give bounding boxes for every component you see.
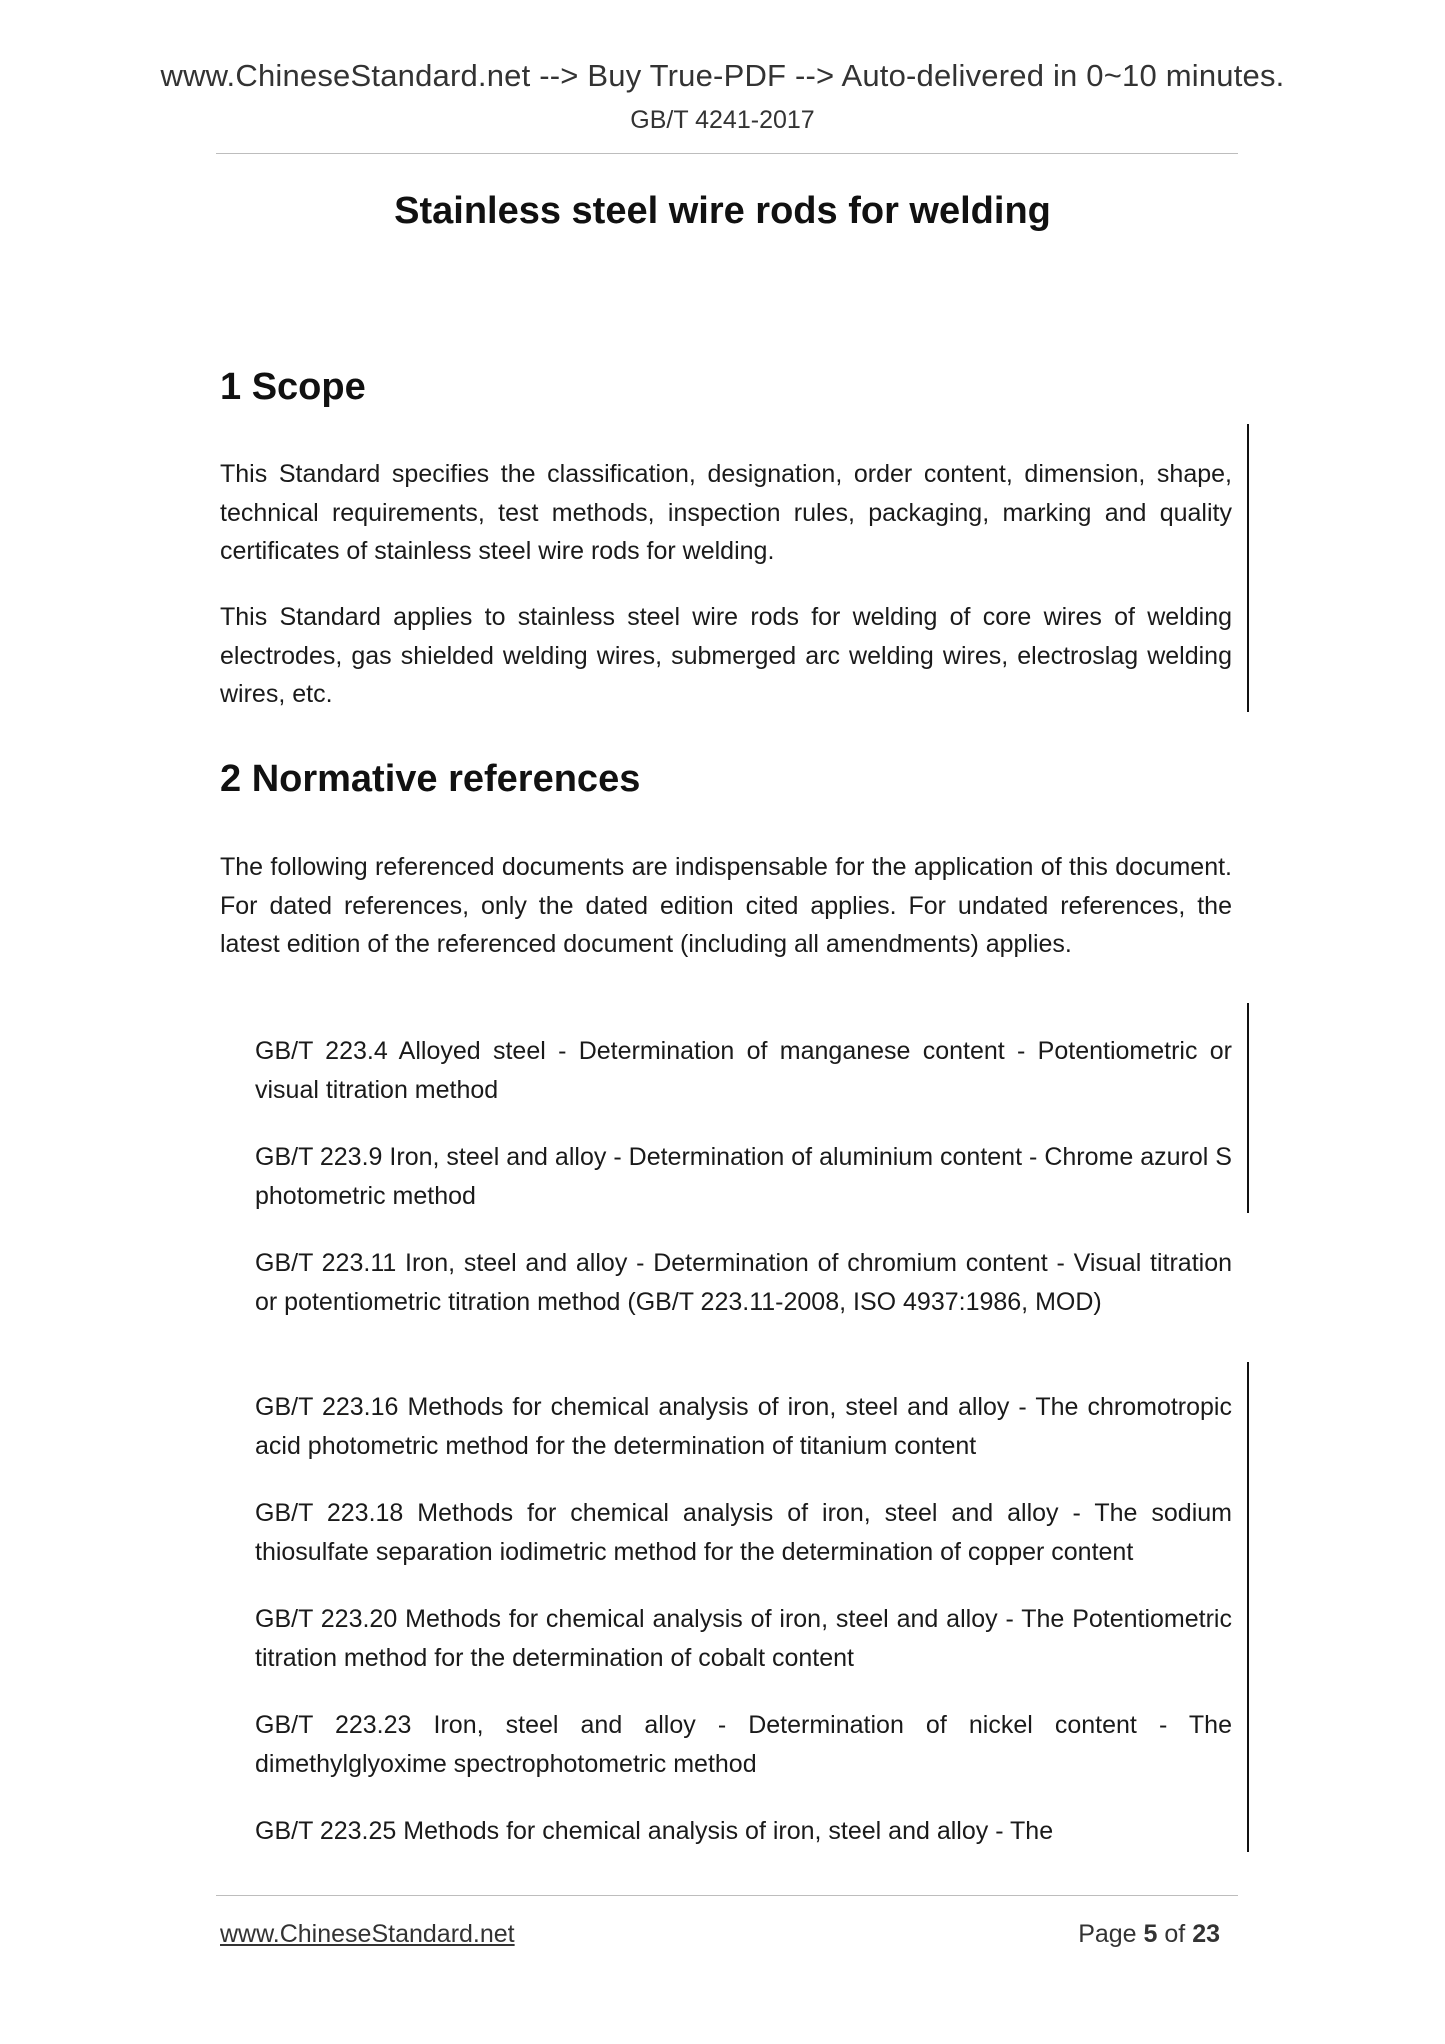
reference-item: GB/T 223.11 Iron, steel and alloy - Determination of chromium content - Visual titration or potentiometric titration method (GB/T 223.11-2008, ISO 4937:1986, MOD) <box>255 1249 1232 1316</box>
reference-item: GB/T 223.9 Iron, steel and alloy - Determination of aluminium content - Chrome azurol S photometric method <box>255 1143 1232 1210</box>
section-heading-scope: 1 Scope <box>220 366 366 408</box>
reference-item: GB/T 223.20 Methods for chemical analysis of iron, steel and alloy - The Potentiometric titration method for the determination of cobalt content <box>255 1605 1232 1672</box>
header-divider <box>216 153 1238 154</box>
footer-website-link[interactable]: www.ChineseStandard.net <box>220 1920 515 1948</box>
page-total: 23 <box>1192 1920 1220 1948</box>
page-current: 5 <box>1143 1920 1158 1948</box>
page-prefix: Page <box>1078 1920 1144 1948</box>
reference-item: GB/T 223.18 Methods for chemical analysis of iron, steel and alloy - The sodium thiosulfate separation iodimetric method for the determination of copper content <box>255 1499 1232 1566</box>
footer-divider <box>216 1895 1238 1896</box>
scope-paragraph-1: This Standard specifies the classification, designation, order content, dimension, shape, technical requirements, test methods, inspection rules, packaging, marking and quality certificates of stainless steel wire rods for welding. <box>220 460 1232 565</box>
reference-item: GB/T 223.25 Methods for chemical analysis of iron, steel and alloy - The <box>255 1817 1054 1845</box>
change-bar <box>1247 1003 1249 1213</box>
page-indicator <box>1078 1920 1220 1949</box>
reference-item: GB/T 223.16 Methods for chemical analysis of iron, steel and alloy - The chromotropic acid photometric method for the determination of titanium content <box>255 1393 1232 1460</box>
normative-intro-paragraph: The following referenced documents are indispensable for the application of this document. For dated references, only the dated edition cited applies. For undated references, the latest edition of the referenced document (including all amendments) applies. <box>220 853 1232 958</box>
reference-item: GB/T 223.23 Iron, steel and alloy - Determination of nickel content - The dimethylglyoxime spectrophotometric method <box>255 1711 1232 1778</box>
scope-paragraph-2: This Standard applies to stainless steel wire rods for welding of core wires of welding electrodes, gas shielded welding wires, submerged arc welding wires, electroslag welding wires, etc. <box>220 603 1232 708</box>
page-of: of <box>1157 1920 1193 1948</box>
change-bar <box>1247 1362 1249 1852</box>
change-bar <box>1247 424 1249 712</box>
header-banner: www.ChineseStandard.net --> Buy True-PDF --> Auto-delivered in 0~10 minutes. <box>160 58 1285 93</box>
section-heading-normative-references: 2 Normative references <box>220 758 641 800</box>
standard-code: GB/T 4241-2017 <box>630 106 815 134</box>
reference-item: GB/T 223.4 Alloyed steel - Determination of manganese content - Potentiometric or visual titration method <box>255 1037 1232 1104</box>
document-title: Stainless steel wire rods for welding <box>394 190 1051 232</box>
